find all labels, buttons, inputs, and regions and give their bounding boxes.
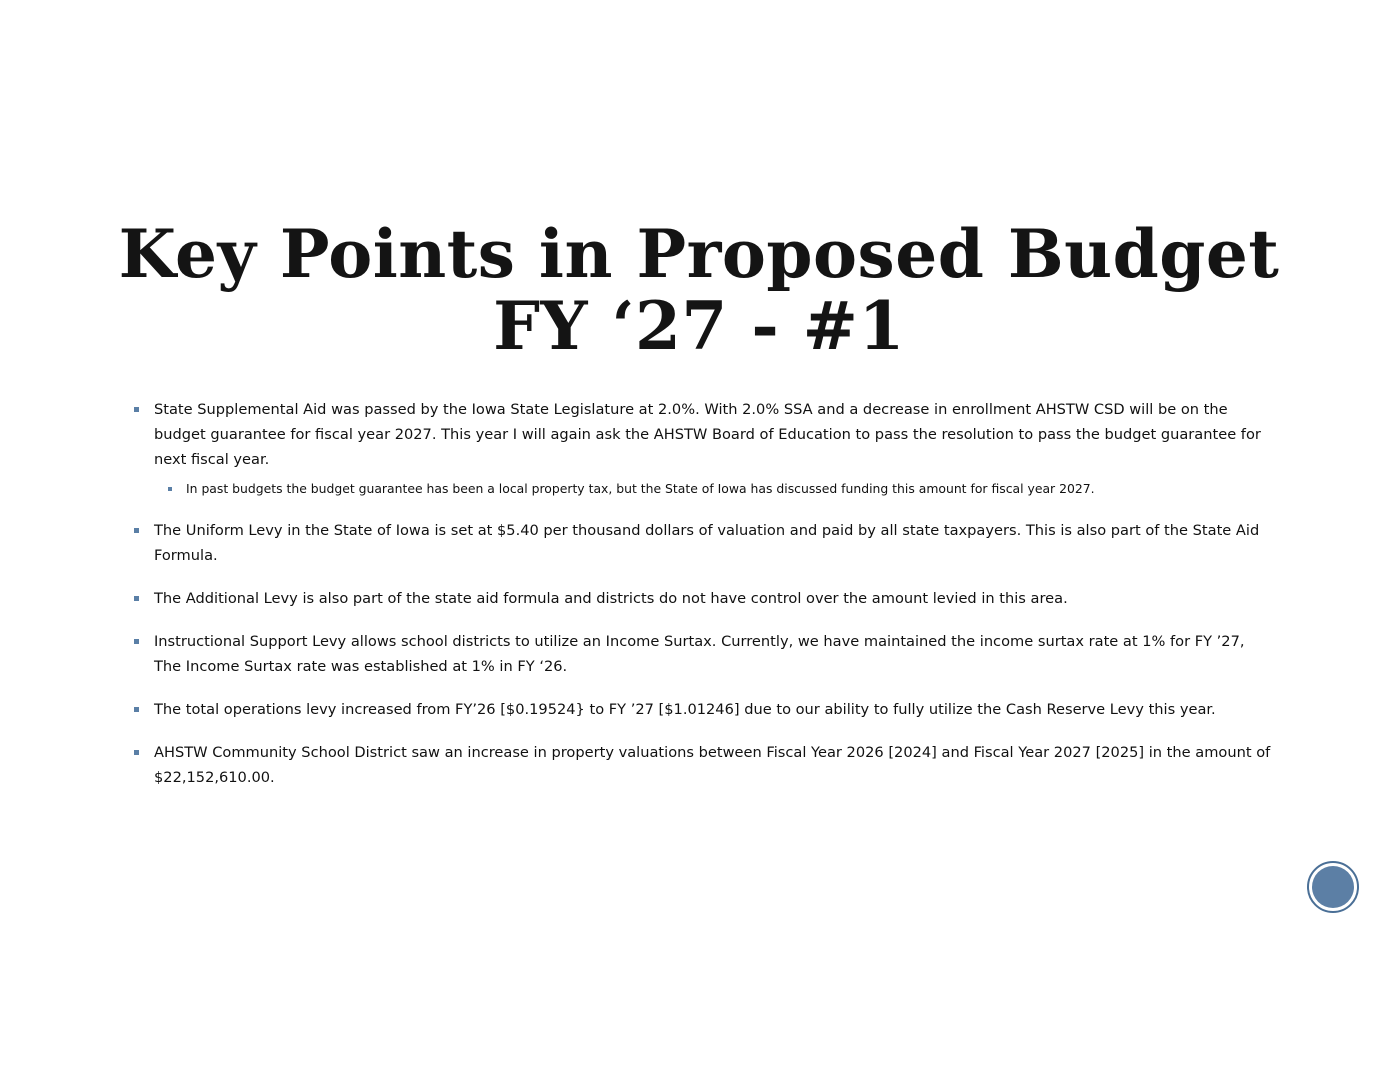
circle-nav-inner bbox=[1312, 866, 1354, 908]
bullet-text: The total operations levy increased from FY’26 [$0.19524} to FY ’27 [$1.01246] due to our ability to fully utilize the Cash Reserve Levy this year. bbox=[154, 701, 1216, 718]
bullet-marker-icon bbox=[134, 707, 139, 712]
sub-bullet-text: In past budgets the budget guarantee has been a local property tax, but the State of Iowa has discussed funding this amount for fiscal year 2027. bbox=[186, 481, 1095, 496]
sub-bullet-budget-guarantee bbox=[132, 478, 1272, 500]
bullet-text: The Uniform Levy in the State of Iowa is set at $5.40 per thousand dollars of valuation and paid by all state taxpayers. This is also part of the State Aid Formula. bbox=[154, 522, 1260, 564]
title-line-1: Key Points in Proposed Budget bbox=[118, 215, 1280, 293]
bullet-text: Instructional Support Levy allows school districts to utilize an Income Surtax. Currently, we have maintained the income surtax rate at 1% for FY ’27, The Income Surtax rate was established at 1% in FY ‘26. bbox=[154, 633, 1245, 675]
bullet-text: AHSTW Community School District saw an increase in property valuations between Fiscal Year 2026 [2024] and Fiscal Year 2027 [2025] in the amount of $22,152,610.00. bbox=[154, 744, 1271, 786]
bullet-total-operations-levy bbox=[132, 697, 1272, 722]
sub-bullet-marker-icon bbox=[168, 487, 172, 491]
slide-title bbox=[100, 215, 1298, 365]
bullet-additional-levy bbox=[132, 586, 1272, 611]
bullet-marker-icon bbox=[134, 596, 139, 601]
bullet-text: State Supplemental Aid was passed by the Iowa State Legislature at 2.0%. With 2.0% SSA and a decrease in enrollment AHSTW CSD will be on the budget guarantee for fiscal year 2027. This year I will again ask the AHSTW Board of Education to pass the resolution to pass the budget guarantee for next fiscal year. bbox=[154, 401, 1261, 468]
circle-nav-icon[interactable] bbox=[1307, 861, 1359, 913]
bullet-instructional-support-levy bbox=[132, 629, 1272, 679]
bullet-property-valuations bbox=[132, 740, 1272, 790]
bullet-state-supplemental-aid bbox=[132, 397, 1272, 472]
title-line-2: FY ‘27 - #1 bbox=[493, 287, 905, 365]
bullet-uniform-levy bbox=[132, 518, 1272, 568]
bullet-marker-icon bbox=[134, 407, 139, 412]
bullet-marker-icon bbox=[134, 528, 139, 533]
bullet-marker-icon bbox=[134, 750, 139, 755]
bullet-marker-icon bbox=[134, 639, 139, 644]
bullet-text: The Additional Levy is also part of the state aid formula and districts do not have control over the amount levied in this area. bbox=[154, 590, 1068, 607]
bullet-list bbox=[132, 397, 1272, 808]
